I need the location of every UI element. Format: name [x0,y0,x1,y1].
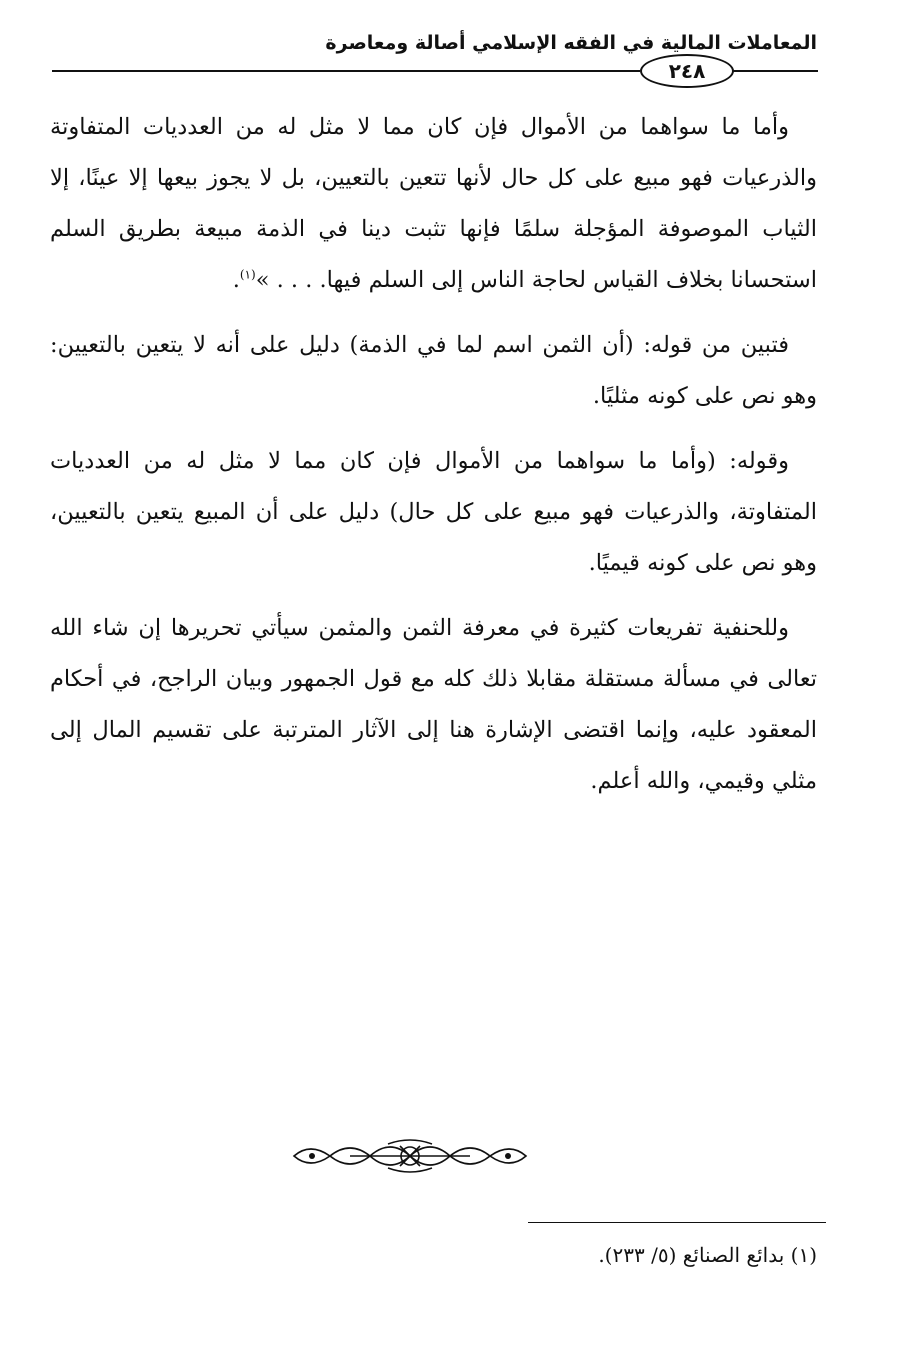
footnote-rule [528,1222,826,1223]
footnote-text: بدائع الصنائع (٥/ ٢٣٣). [598,1243,785,1267]
header-rule [52,70,640,72]
footnote [397,1238,817,1272]
paragraph: فتبين من قوله: (أن الثمن اسم لما في الذمة) دليل على أنه لا يتعين بالتعيين: وهو نص على كونه مثليًا. [50,332,817,409]
running-head-title: المعاملات المالية في الفقه الإسلامي أصالة ومعاصرة [325,32,817,54]
header-rule [730,70,818,72]
footnote-reference: (١) [239,267,256,282]
page-number: ٢٤٨ [640,54,734,88]
paragraph-text: وأما ما سواهما من الأموال فإن كان مما لا مثل له من العدديات المتفاوتة والذرعيات فهو مبيع على كل حال لأنها تتعين بالتعيين، بل لا يجوز بيعها إلا عينًا، إلا الثياب الموصوفة المؤجلة سلمًا فإنها تثبت دينا في الذمة مبيعة بطريق السلم استحسانا بخلاف القياس لحاجة الناس إلى السلم فيها. . . . » [50,114,817,293]
paragraph: وللحنفية تفريعات كثيرة في معرفة الثمن والمثمن سيأتي تحريرها إن شاء الله تعالى في مسألة مستقلة مقابلا ذلك كله مع قول الجمهور وبيان الراجح، في أحكام المعقود عليه، وإنما اقتضى الإشارة هنا إلى الآثار المترتبة على تقسيم المال إلى مثلي وقيمي، والله أعلم. [50,615,817,794]
ornament-divider [290,1134,530,1178]
paragraph: وأما ما سواهما من الأموال فإن كان مما لا مثل له من العدديات المتفاوتة والذرعيات فهو مبيع على كل حال لأنها تتعين بالتعيين، بل لا يجوز بيعها إلا عينًا، إلا الثياب الموصوفة المؤجلة سلمًا فإنها تثبت دينا في الذمة مبيعة بطريق السلم استحسانا بخلاف القياس لحاجة الناس إلى السلم فيها. . . . »$^{(١)}$. [50,114,817,293]
footnote-marker: (١) [790,1243,817,1267]
paragraph: وقوله: (وأما ما سواهما من الأموال فإن كان مما لا مثل له من العدديات المتفاوتة، والذرعيات فهو مبيع على كل حال) دليل على أن المبيع يتعين بالتعيين، وهو نص على كونه قيميًا. [50,448,817,576]
main-text [50,102,817,821]
